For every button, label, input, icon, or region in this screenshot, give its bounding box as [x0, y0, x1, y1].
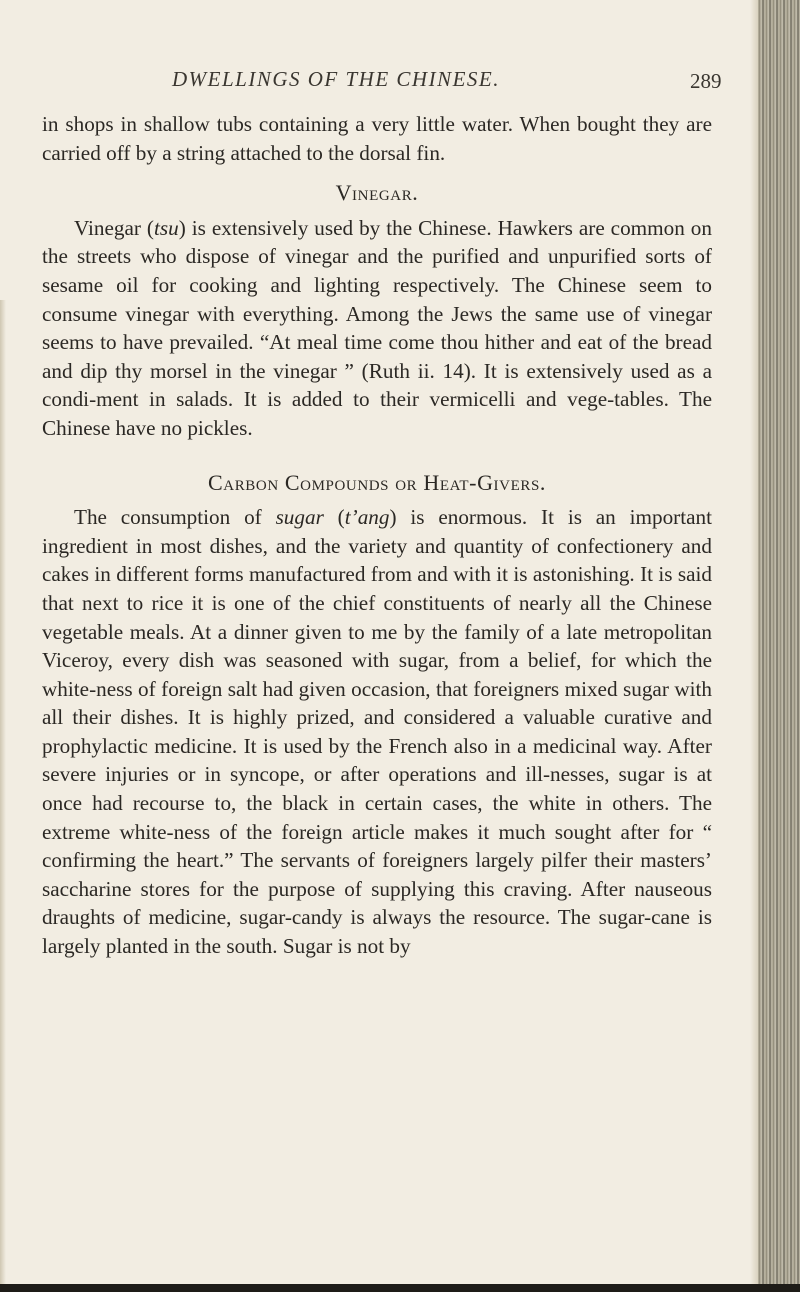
page-gutter-shadow — [750, 0, 758, 1292]
term-tsu: tsu — [153, 215, 179, 240]
page-number: 289 — [690, 69, 722, 93]
sugar-paren: ( — [323, 505, 345, 530]
section-heading-vinegar: Vinegar. — [335, 180, 419, 206]
section-heading-carbon-compounds: Carbon Compounds or Heat-Givers. — [207, 469, 546, 495]
page-left-edge — [0, 300, 6, 1292]
vinegar-body: ) is extensively used by the Chinese. Hawkers are common on the streets who dispose of vinegar and the purified and unpurified sorts of sesame oil for cooking and lighting respectively. The Chinese seem to consume vinegar with everything. Among the Jews the same use of vinegar seems to have prevailed. “At meal time come thou hither and eat of the bread and dip thy morsel in the vinegar ” (Ruth ii. 14). It is extensively used as a condi-ment in salads. It is added to their vermicelli and vege-tables. The Chinese have no pickles. — [42, 215, 712, 440]
sugar-body: ) is enormous. It is an important ingredient in most dishes, and the variety and quantity of confectionery and cakes in different forms manufactured from and with it is astonishing. It is said that next to rice it is one of the chief constituents of nearly all the Chinese vegetable meals. At a dinner given to me by the family of a late metropolitan Viceroy, every dish was seasoned with sugar, from a belief, for which the white-ness of foreign salt had given occasion, that foreigners mixed sugar with all their dishes. It is highly prized, and considered a valuable curative and prophylactic medicine. It is used by the French also in a medicinal way. After severe injuries or in syncope, or after operations and ill-nesses, sugar is at once had recourse to, the black in certain cases, the white in others. The extreme white-ness of the foreign article makes it much sought after for “ confirming the heart.” The servants of foreigners largely pilfer their masters’ saccharine stores for the purpose of supplying this craving. After nauseous draughts of medicine, sugar-candy is always the resource. The sugar-cane is largely planted in the south. Sugar is not by — [42, 505, 712, 959]
book-spine — [758, 0, 800, 1292]
paragraph-vinegar — [42, 214, 712, 443]
page-bottom-edge — [0, 1284, 800, 1292]
paragraph-sugar — [42, 503, 712, 961]
paragraph-fish-continued: in shops in shallow tubs containing a very little water. When bought they are carried off by a string attached to the dorsal fin. — [42, 112, 712, 165]
sugar-intro: The consumption of — [74, 505, 276, 530]
running-head: DWELLINGS OF THE CHINESE. — [172, 67, 501, 91]
body-text — [42, 110, 712, 961]
term-tang: t’ang — [344, 505, 390, 530]
term-sugar: sugar — [275, 505, 324, 530]
vinegar-intro: Vinegar ( — [74, 215, 154, 240]
